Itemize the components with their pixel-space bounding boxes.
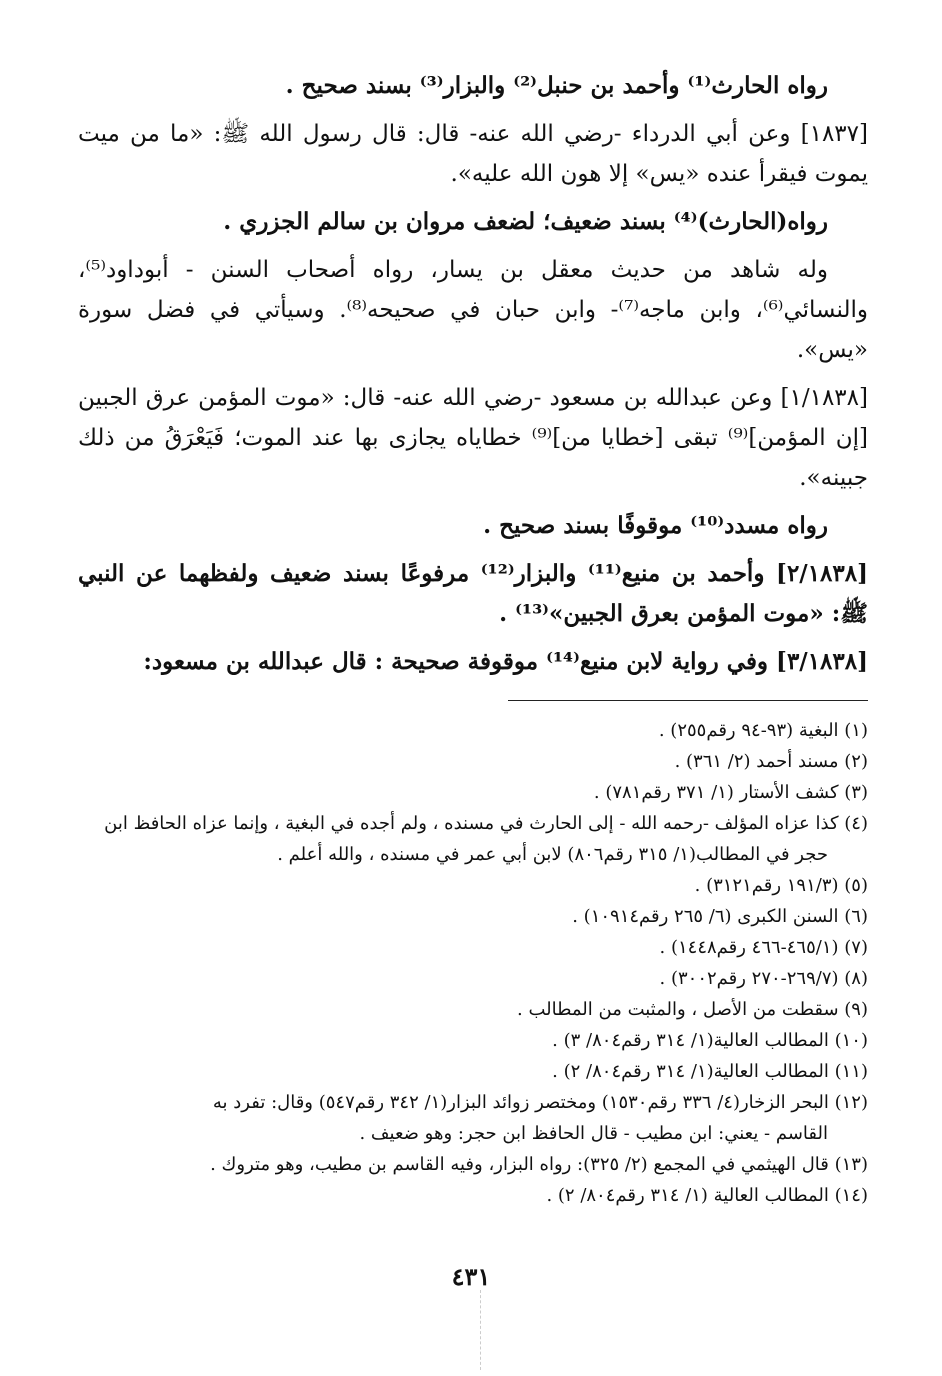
scan-fold-line	[480, 1290, 481, 1370]
footnote-1: (١) البغية (٩٣-٩٤ رقم٢٥٥) .	[658, 720, 868, 741]
paragraph-hadith-1838-1: [١/١٨٣٨] وعن عبدالله بن مسعود -رضي الله عنه- قال: «موت المؤمن عرق الجبين [إن المؤمن]⁽⁹⁾ تبقى [خطايا من]⁽⁹⁾ خطاياه يجازى بها عند الموت؛ فَيَعْرَقُ من ذلك جبينه».	[78, 385, 869, 491]
footnote-12: (١٢) البحر الزخار(٤/ ٣٣٦ رقم١٥٣٠) ومختصر زوائد البزار(١/ ٣٤٢ رقم٥٤٧) وقال: تفرد به القاسم - يعني: ابن مطيب - قال الحافظ ابن حجر: وهو ضعيف .	[212, 1092, 868, 1144]
paragraph-hadith-1838-2: [٢/١٨٣٨] وأحمد بن منيع⁽¹¹⁾ والبزار⁽¹²⁾ مرفوعًا بسند ضعيف ولفظهما عن النبي ﷺ: «موت المؤمن بعرق الجبين»⁽¹³⁾ .	[78, 560, 868, 627]
footnote-9: (٩) سقطت من الأصل ، والمثبت من المطالب .	[517, 999, 868, 1020]
page-number: ٤٣١	[451, 1262, 491, 1291]
footnote-13: (١٣) قال الهيثمي في المجمع (٢/ ٣٢٥): رواه البزار، وفيه القاسم بن مطيب، وهو متروك .	[210, 1154, 868, 1175]
main-text	[78, 66, 868, 682]
footnote-4: (٤) كذا عزاه المؤلف -رحمه الله - إلى الحارث في مسنده ، ولم أجده في البغية ، وإنما عزاه الحافظ ابن حجر في المطالب(١/ ٣١٥ رقم٨٠٦) لابن أبي عمر في مسنده ، والله أعلم .	[104, 813, 868, 865]
footnote-14: (١٤) المطالب العالية (١/ ٣١٤ رقم٨٠٤/ ٢) .	[546, 1185, 868, 1206]
footnote-6: (٦) السنن الكبرى (٦/ ٢٦٥ رقم١٠٩١٤) .	[572, 906, 868, 927]
footnote-2: (٢) مسند أحمد (٢/ ٣٦١) .	[674, 751, 868, 772]
footnote-7: (٧) (٤٦٥/١-٤٦٦ رقم١٤٤٨) .	[659, 937, 868, 958]
footnote-8: (٨) (٢٦٩/٧-٢٧٠ رقم٣٠٠٢) .	[659, 968, 868, 989]
paragraph-witness-1837: وله شاهد من حديث معقل بن يسار، رواه أصحاب السنن - أبوداود⁽⁵⁾، والنسائي⁽⁶⁾، وابن ماجه⁽⁷⁾- وابن حبان في صحيحه⁽⁸⁾. وسيأتي في فضل سورة «يس».	[78, 257, 868, 363]
paragraph-grading-1838-1: رواه مسدد⁽¹⁰⁾ موقوفًا بسند صحيح .	[483, 512, 828, 539]
footnote-3: (٣) كشف الأستار (١/ ٣٧١ رقم٧٨١) .	[593, 782, 868, 803]
footnote-11: (١١) المطالب العالية(١/ ٣١٤ رقم٨٠٤/ ٢) .	[552, 1061, 868, 1082]
footnote-10: (١٠) المطالب العالية(١/ ٣١٤ رقم٨٠٤/ ٣) .	[552, 1030, 868, 1051]
footnote-5: (٥) (١٩١/٣ رقم٣١٢١) .	[694, 875, 868, 896]
footnote-separator	[508, 700, 868, 701]
footnotes	[78, 715, 868, 1211]
paragraph-hadith-1838-3: [٣/١٨٣٨] وفي رواية لابن منيع⁽¹⁴⁾ موقوفة صحيحة : قال عبدالله بن مسعود:	[143, 648, 868, 675]
paragraph-hadith-1837: [١٨٣٧] وعن أبي الدرداء -رضي الله عنه- قال: قال رسول الله ﷺ: «ما من ميت يموت فيقرأ عنده «يس» إلا هون الله عليه».	[78, 121, 868, 187]
page-body	[78, 66, 868, 1211]
paragraph-grading-1837: رواه(الحارث)⁽⁴⁾ بسند ضعيف؛ لضعف مروان بن سالم الجزري .	[223, 208, 828, 235]
paragraph-narration-1837: رواه الحارث⁽¹⁾ وأحمد بن حنبل⁽²⁾ والبزار⁽³⁾ بسند صحيح .	[285, 72, 828, 99]
